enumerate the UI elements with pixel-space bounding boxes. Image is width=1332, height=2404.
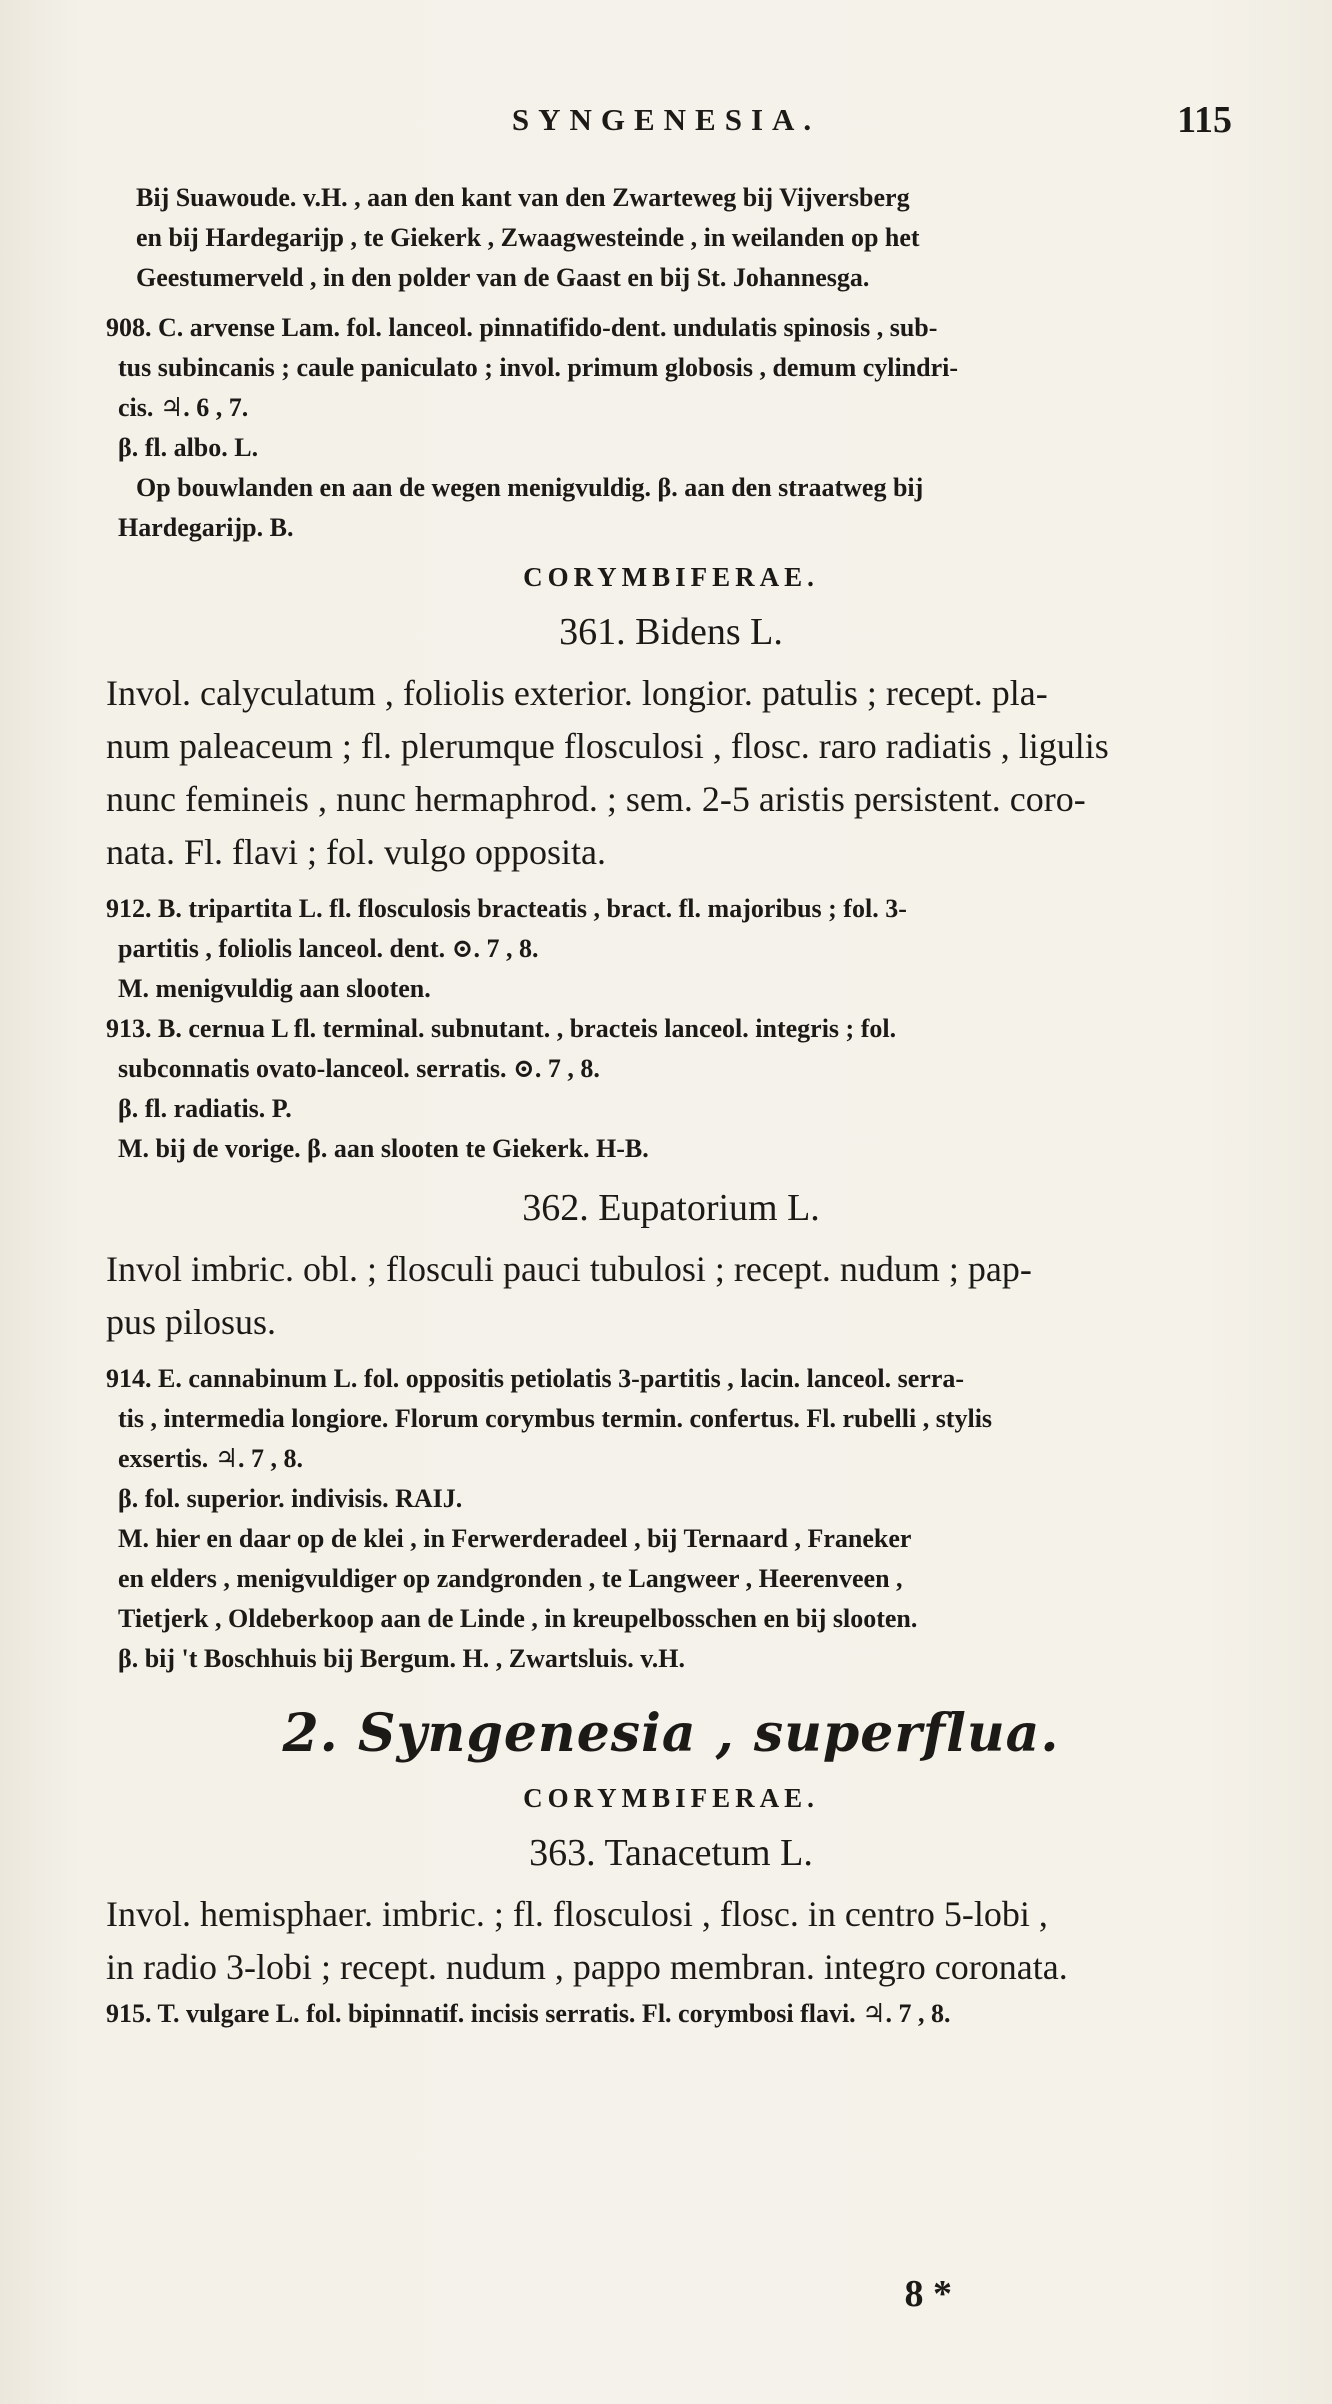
- genus-description: Invol. calyculatum , foliolis exterior. longior. patulis ; recept. pla-: [106, 673, 1048, 713]
- locality-line: M. hier en daar op de klei , in Ferwerderadeel , bij Ternaard , Franeker: [118, 1524, 912, 1553]
- variety-line: β. fl. albo. L.: [118, 433, 259, 462]
- genus-title: 362. Eupatorium L.: [522, 1187, 820, 1229]
- text-line: tis , intermedia longiore. Florum corymbus termin. confertus. Fl. rubelli , stylis: [118, 1404, 993, 1433]
- species-entry: 913. B. cernua L fl. terminal. subnutant. , bracteis lanceol. integris ; fol.: [106, 1014, 897, 1043]
- text-line: Bij Suawoude. v.H. , aan den kant van den Zwarteweg bij Vijversberg: [136, 183, 910, 212]
- genus-description: num paleaceum ; fl. plerumque flosculosi , flosc. raro radiatis , ligulis: [106, 726, 1109, 766]
- text-line: Hardegarijp. B.: [118, 513, 294, 542]
- text-line: β. bij 't Boschhuis bij Bergum. H. , Zwartsluis. v.H.: [118, 1644, 685, 1673]
- genus-description: nata. Fl. flavi ; fol. vulgo opposita.: [106, 832, 606, 872]
- genus-description: nunc femineis , nunc hermaphrod. ; sem. 2-5 aristis persistent. coro-: [106, 779, 1086, 819]
- signature-mark: 8 *: [904, 2273, 952, 2315]
- text-line: partitis , foliolis lanceol. dent. ⊙. 7 , 8.: [118, 934, 539, 963]
- genus-title: 361. Bidens L.: [559, 611, 783, 653]
- page-body: [106, 178, 1236, 2034]
- species-entry: 915. T. vulgare L. fol. bipinnatif. incisis serratis. Fl. corymbosi flavi. ♃. 7 , 8.: [106, 1999, 951, 2028]
- variety-line: β. fol. superior. indivisis. RAIJ.: [118, 1484, 463, 1513]
- genus-title: 363. Tanacetum L.: [529, 1832, 813, 1874]
- genus-description: in radio 3-lobi ; recept. nudum , pappo membran. integro coronata.: [106, 1947, 1068, 1987]
- order-heading: 2. Syngenesia , superflua.: [282, 1703, 1060, 1764]
- text-line: Geestumerveld , in den polder van de Gaast en bij St. Johannesga.: [136, 263, 870, 292]
- genus-description: pus pilosus.: [106, 1302, 277, 1342]
- section-title: CORYMBIFERAE.: [523, 1783, 819, 1813]
- text-line: tus subincanis ; caule paniculato ; invol. primum globosis , demum cylindri-: [118, 353, 959, 382]
- genus-description: Invol imbric. obl. ; flosculi pauci tubulosi ; recept. nudum ; pap-: [106, 1249, 1032, 1289]
- species-entry: 908. C. arvense Lam. fol. lanceol. pinnatifido-dent. undulatis spinosis , sub-: [106, 313, 938, 342]
- genus-description: Invol. hemisphaer. imbric. ; fl. flosculosi , flosc. in centro 5-lobi ,: [106, 1894, 1048, 1934]
- page-number: 115: [1177, 99, 1232, 141]
- text-line: exsertis. ♃. 7 , 8.: [118, 1444, 304, 1473]
- text-line: cis. ♃. 6 , 7.: [118, 393, 249, 422]
- text-line: subconnatis ovato-lanceol. serratis. ⊙. 7 , 8.: [118, 1054, 600, 1083]
- text-line: en elders , menigvuldiger op zandgronden , te Langweer , Heerenveen ,: [118, 1564, 903, 1593]
- running-head: SYNGENESIA.: [511, 102, 821, 137]
- locality-line: Op bouwlanden en aan de wegen menigvuldig. β. aan den straatweg bij: [136, 473, 924, 502]
- locality-line: M. menigvuldig aan slooten.: [118, 974, 431, 1003]
- variety-line: β. fl. radiatis. P.: [118, 1094, 292, 1123]
- locality-line: M. bij de vorige. β. aan slooten te Giekerk. H-B.: [118, 1134, 649, 1163]
- text-line: en bij Hardegarijp , te Giekerk , Zwaagwesteinde , in weilanden op het: [136, 223, 920, 252]
- page-header: [0, 92, 1332, 152]
- section-title: CORYMBIFERAE.: [523, 562, 819, 592]
- species-entry: 912. B. tripartita L. fl. flosculosis bracteatis , bract. fl. majoribus ; fol. 3-: [106, 894, 907, 923]
- text-line: Tietjerk , Oldeberkoop aan de Linde , in kreupelbosschen en bij slooten.: [118, 1604, 918, 1633]
- species-entry: 914. E. cannabinum L. fol. oppositis petiolatis 3-partitis , lacin. lanceol. serra-: [106, 1364, 965, 1393]
